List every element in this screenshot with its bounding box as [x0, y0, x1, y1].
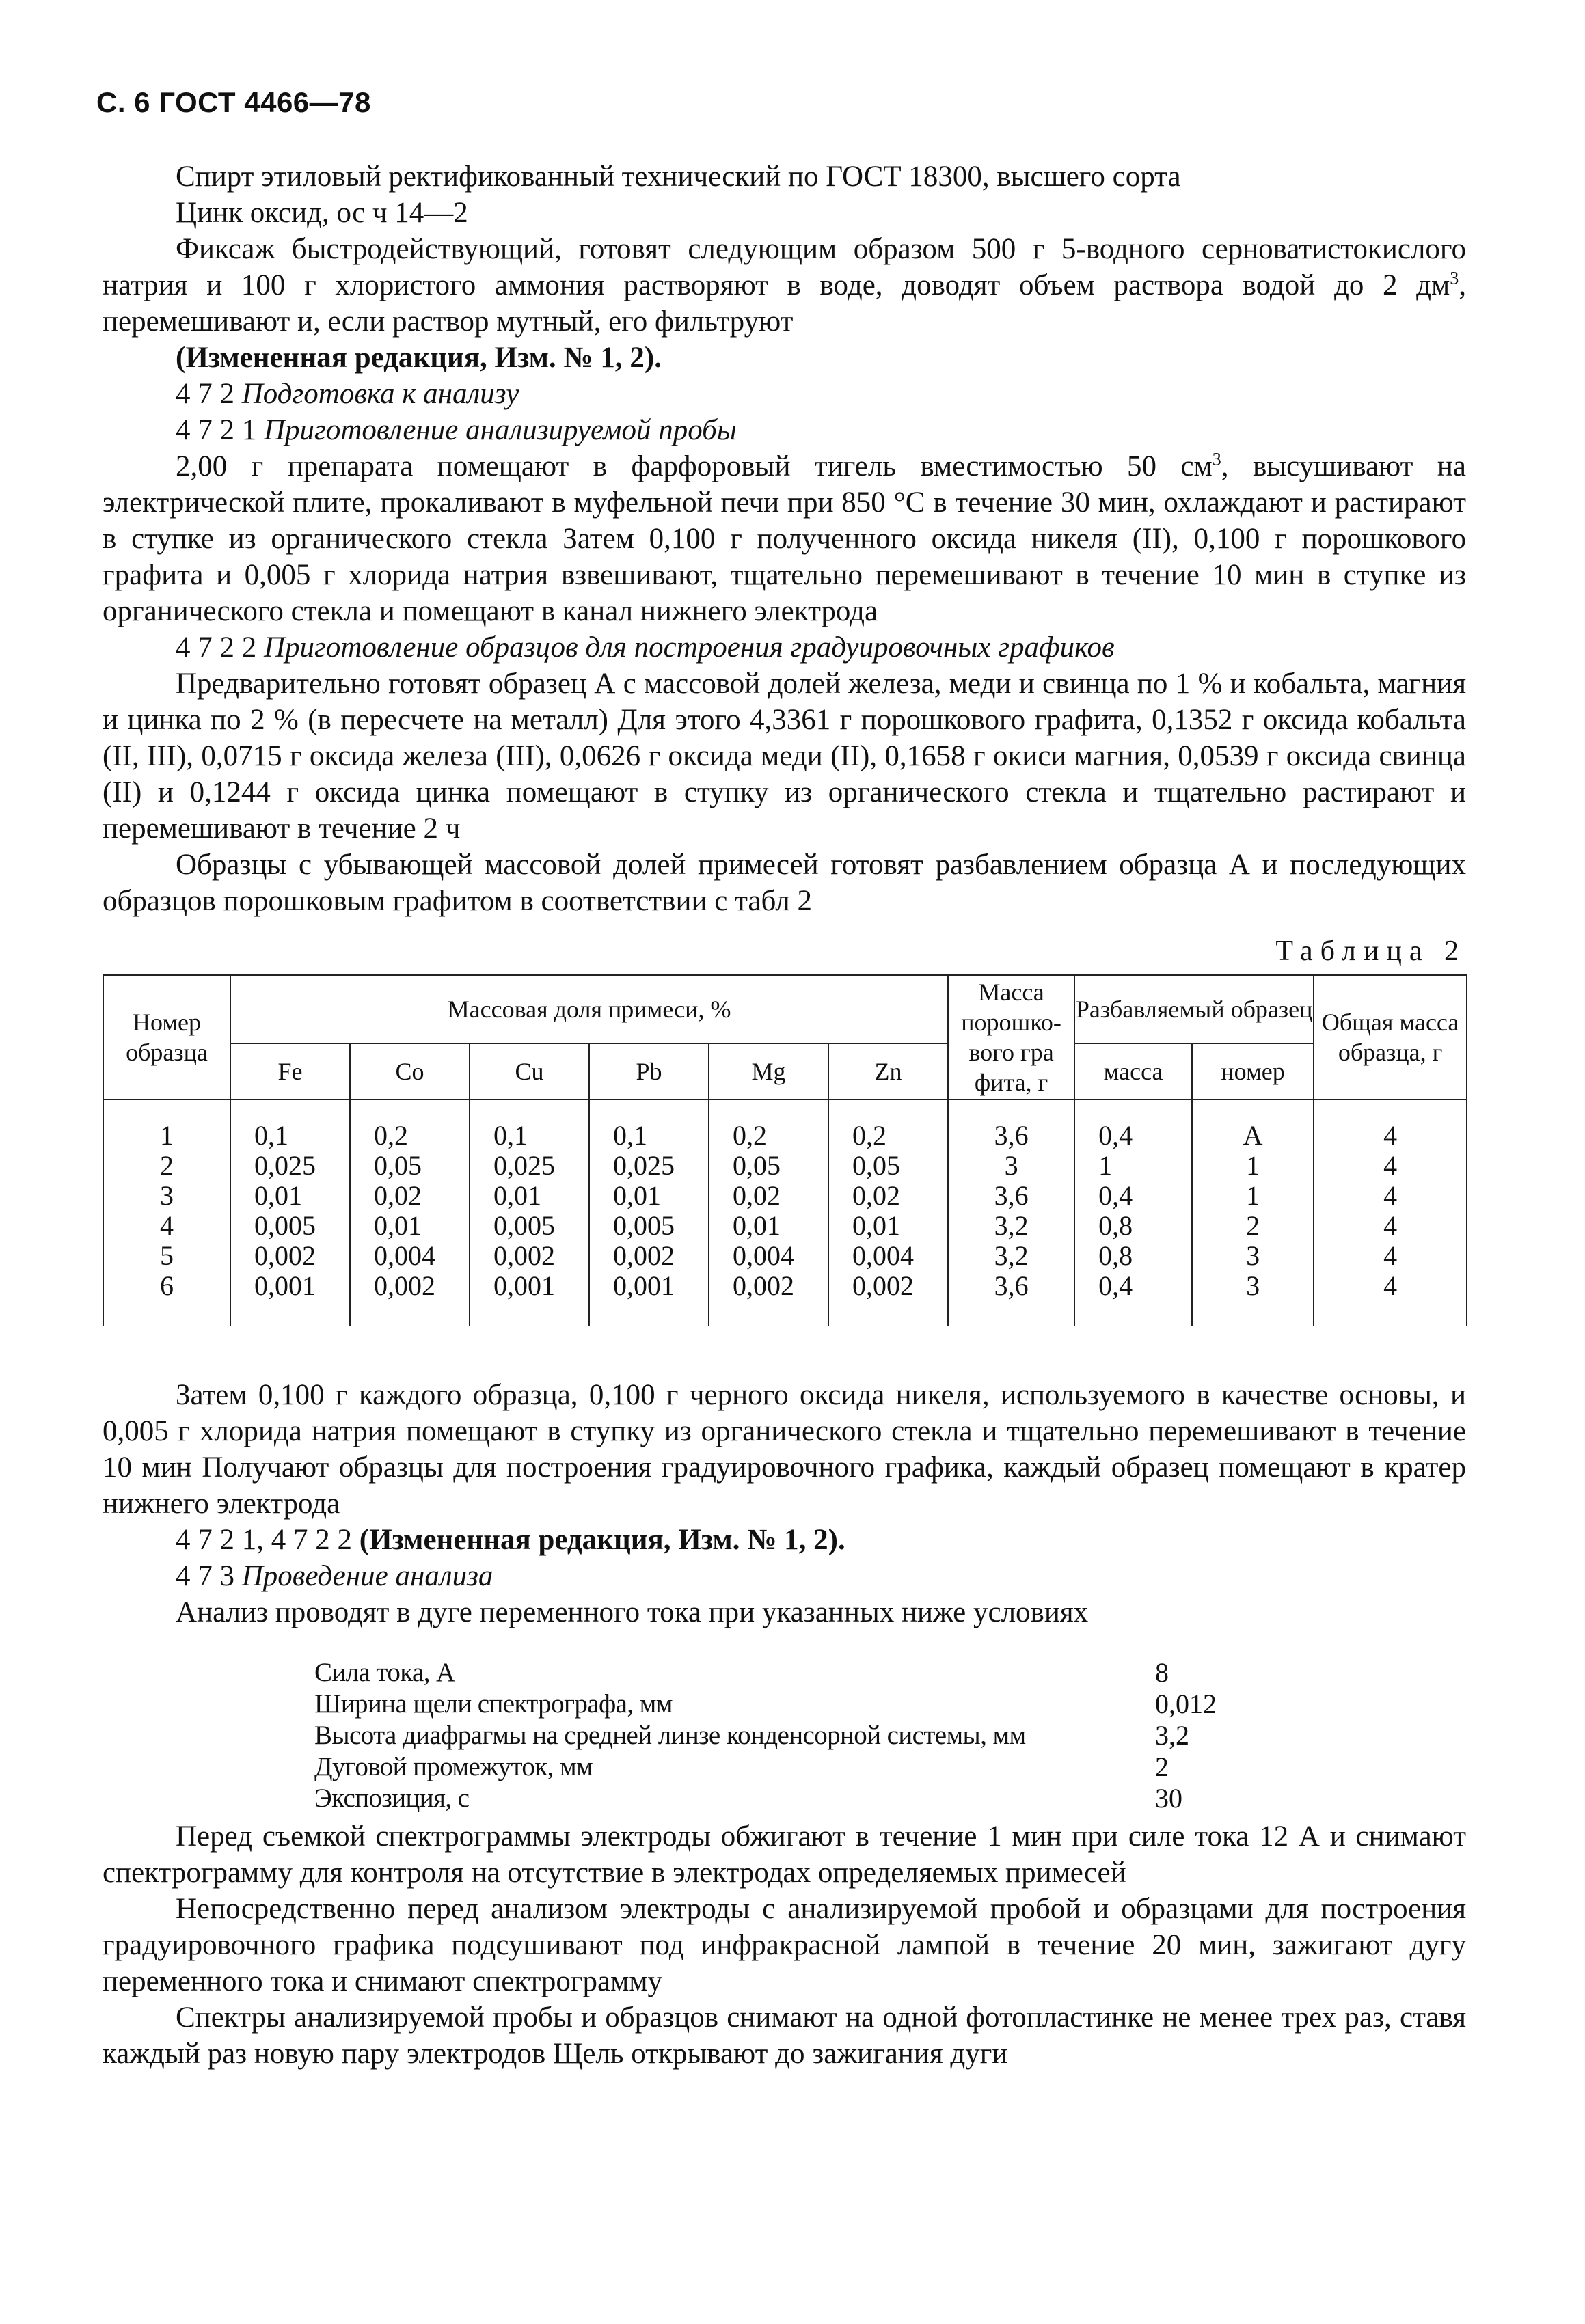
table-cell: 2	[1192, 1211, 1314, 1241]
condition-row	[314, 1751, 1217, 1783]
table-cell: 6	[103, 1271, 230, 1326]
col-header-zn: Zn	[828, 1043, 948, 1099]
section-heading-4-7-2	[103, 376, 1466, 412]
table-cell: 3	[948, 1151, 1074, 1181]
text-block-analysis	[103, 1377, 1466, 1630]
table-cell: 0,2	[709, 1099, 828, 1151]
paragraph-sample-prep	[103, 448, 1466, 629]
paragraph-alcohol: Спирт этиловый ректификованный технический по ГОСТ 18300, высшего сорта	[176, 161, 1181, 193]
col-header-graphite: Масса порошко- вого гра фита, г	[948, 975, 1074, 1099]
table-cell: 3	[1192, 1271, 1314, 1326]
condition-row	[314, 1720, 1217, 1751]
table-cell: 4	[1314, 1099, 1467, 1151]
table-cell: 3,2	[948, 1241, 1074, 1271]
condition-row	[314, 1783, 1217, 1814]
condition-row	[314, 1657, 1217, 1689]
superscript: 3	[1450, 268, 1459, 288]
table-cell: 0,001	[230, 1271, 350, 1326]
table-cell: А	[1192, 1099, 1314, 1151]
table-cell: 0,001	[470, 1271, 589, 1326]
table-cell: 0,05	[709, 1151, 828, 1181]
paragraph-spectra: Спектры анализируемой пробы и образцов снимают на одной фотопластинке не менее трех раз, ставя каждый раз новую пару электродов Щель открывают до зажигания дуги	[103, 2001, 1466, 2070]
paragraph-dilution: Образцы с убывающей массовой долей примесей готовят разбавлением образца А и последующих образцов порошковым графитом в соответствии с табл 2	[103, 849, 1466, 917]
paragraph-drying: Непосредственно перед анализом электроды с анализируемой пробой и образцами для построения градуировочного графика подсушивают под инфракрасной лампой в течение 20 мин, зажигают дугу переменного тока и снимают спектрограмму	[103, 1893, 1466, 1997]
paragraph-calibration-samples: Затем 0,100 г каждого образца, 0,100 г черного оксида никеля, используемого в качестве основы, и 0,005 г хлорида натрия помещают в ступку из органического стекла и тщательно перемешивают в течение 10 мин Получают образцы для построения градуировочного графика, каждый образец помещают в кратер нижнего электрода	[103, 1379, 1466, 1520]
col-header-co: Co	[350, 1043, 470, 1099]
table-cell: 0,01	[589, 1181, 709, 1211]
col-header-mg: Mg	[709, 1043, 828, 1099]
table-cell: 3	[103, 1181, 230, 1211]
table-cell: 3,6	[948, 1271, 1074, 1326]
table-cell: 0,4	[1074, 1271, 1192, 1326]
condition-value: 3,2	[1155, 1720, 1189, 1751]
paragraph-zinc-oxide: Цинк оксид, ос ч 14—2	[176, 197, 468, 229]
section-title: Приготовление образцов для построения градуировочных графиков	[264, 631, 1115, 664]
table-cell: 0,01	[828, 1211, 948, 1241]
table-cell: 0,8	[1074, 1241, 1192, 1271]
table-cell: 0,02	[828, 1181, 948, 1211]
table-row	[103, 1211, 1467, 1241]
paragraph-fixer	[103, 231, 1466, 340]
fixer-text: Фиксаж быстродействующий, готовят следующим образом 500 г 5-водного серноватистокислого натрия и 100 г хлористого аммония растворяют в воде, доводят объем раствора водой до 2 дм	[103, 233, 1466, 301]
table-cell: 0,02	[350, 1181, 470, 1211]
col-header-diluted-number: номер	[1192, 1043, 1314, 1099]
table-cell: 1	[1192, 1151, 1314, 1181]
table-cell: 0,025	[230, 1151, 350, 1181]
table-cell: 3,6	[948, 1181, 1074, 1211]
col-header-number: Номер образца	[103, 975, 230, 1099]
table-cell: 0,8	[1074, 1211, 1192, 1241]
table-cell: 4	[1314, 1211, 1467, 1241]
table-cell: 0,05	[828, 1151, 948, 1181]
table-cell: 5	[103, 1241, 230, 1271]
paragraph-burn-in: Перед съемкой спектрограммы электроды обжигают в течение 1 мин при силе тока 12 А и снимают спектрограмму для контроля на отсутствие в электродах определяемых примесей	[103, 1820, 1466, 1889]
conditions-list	[314, 1657, 1217, 1814]
condition-label: Ширина щели спектрографа, мм	[314, 1689, 673, 1719]
section-numbers: 4 7 2 1, 4 7 2 2	[176, 1524, 352, 1556]
condition-value: 2	[1155, 1751, 1169, 1782]
condition-label: Сила тока, А	[314, 1658, 455, 1687]
table-cell: 0,05	[350, 1151, 470, 1181]
condition-label: Высота диафрагмы на средней линзе конденсорной системы, мм	[314, 1721, 1026, 1750]
text-block-reagents	[103, 159, 1466, 919]
table-cell: 0,005	[230, 1211, 350, 1241]
paragraph-sample-a: Предварительно готовят образец А с массовой долей железа, меди и свинца по 1 % и кобальта, магния и цинка по 2 % (в пересчете на металл) Для этого 4,3361 г порошкового графита, 0,1352 г оксида кобальта (II, III), 0,0715 г оксида железа (III), 0,0626 г оксида меди (II), 0,1658 г окиси магния, 0,0539 г оксида свинца (II) и 0,1244 г оксида цинка помещают в ступку из органического стекла и тщательно растирают и перемешивают в течение 2 ч	[103, 668, 1466, 845]
table-cell: 0,005	[589, 1211, 709, 1241]
table-cell: 4	[1314, 1151, 1467, 1181]
table-cell: 0,01	[230, 1181, 350, 1211]
col-header-total: Общая масса образца, г	[1314, 975, 1467, 1099]
table-cell: 0,1	[470, 1099, 589, 1151]
section-title: Проведение анализа	[241, 1560, 493, 1592]
table-2	[103, 974, 1467, 1326]
table-cell: 1	[1074, 1151, 1192, 1181]
fixer-text-end: , перемешивают и, если раствор мутный, его фильтруют	[103, 269, 1466, 338]
section-number: 4 7 2 2	[176, 631, 257, 664]
page-header: С. 6 ГОСТ 4466—78	[96, 86, 371, 118]
table-cell: 0,002	[350, 1271, 470, 1326]
amendment-text: (Измененная редакция, Изм. № 1, 2).	[359, 1524, 845, 1556]
table-cell: 0,025	[589, 1151, 709, 1181]
section-number: 4 7 3	[176, 1560, 234, 1592]
section-heading-4-7-3	[103, 1558, 1466, 1594]
col-header-fe: Fe	[230, 1043, 350, 1099]
table-cell: 0,002	[470, 1241, 589, 1271]
table-cell: 0,02	[709, 1181, 828, 1211]
condition-label: Дуговой промежуток, мм	[314, 1752, 593, 1781]
sample-prep-text-end: , высушивают на электрической плите, прокаливают в муфельной печи при 850 °С в течение 30 мин, охлаждают и растирают в ступке из органического стекла Затем 0,100 г полученного оксида никеля (II), 0,100 г порошкового графита и 0,005 г хлорида натрия взвешивают, тщательно перемешивают в течение 10 мин в ступке из органического стекла и помещают в канал нижнего электрода	[103, 450, 1466, 627]
table-cell: 0,01	[350, 1211, 470, 1241]
table-row	[103, 1181, 1467, 1211]
table-cell: 0,002	[828, 1271, 948, 1326]
table-cell: 4	[1314, 1181, 1467, 1211]
condition-row	[314, 1689, 1217, 1720]
table-cell: 0,4	[1074, 1181, 1192, 1211]
table-cell: 0,004	[350, 1241, 470, 1271]
condition-value: 30	[1155, 1783, 1182, 1814]
amendment-note	[103, 1522, 1466, 1558]
text-block-procedure	[103, 1818, 1466, 2072]
table-cell: 0,004	[828, 1241, 948, 1271]
table-cell: 0,005	[470, 1211, 589, 1241]
table-row	[103, 1241, 1467, 1271]
table-cell: 0,001	[589, 1271, 709, 1326]
table-cell: 0,2	[350, 1099, 470, 1151]
table-cell: 0,002	[589, 1241, 709, 1271]
table-cell: 4	[103, 1211, 230, 1241]
col-header-mass-fraction: Массовая доля примеси, %	[230, 975, 948, 1043]
table-cell: 3,2	[948, 1211, 1074, 1241]
table-cell: 0,002	[709, 1271, 828, 1326]
col-header-diluted-mass: масса	[1074, 1043, 1192, 1099]
col-header-pb: Pb	[589, 1043, 709, 1099]
table-cell: 4	[1314, 1271, 1467, 1326]
paragraph-conditions-intro: Анализ проводят в дуге переменного тока при указанных ниже условиях	[176, 1596, 1089, 1628]
condition-value: 0,012	[1155, 1689, 1217, 1719]
table-cell: 0,002	[230, 1241, 350, 1271]
table-cell: 3	[1192, 1241, 1314, 1271]
table-cell: 0,01	[709, 1211, 828, 1241]
table-cell: 0,1	[589, 1099, 709, 1151]
table-cell: 4	[1314, 1241, 1467, 1271]
table-cell: 0,025	[470, 1151, 589, 1181]
section-number: 4 7 2 1	[176, 414, 257, 446]
section-number: 4 7 2	[176, 378, 234, 410]
table-cell: 1	[103, 1099, 230, 1151]
table-caption: Таблица 2	[1275, 935, 1466, 967]
col-header-diluted: Разбавляемый образец	[1074, 975, 1314, 1043]
table-cell: 0,2	[828, 1099, 948, 1151]
table-cell: 0,004	[709, 1241, 828, 1271]
table-row	[103, 1151, 1467, 1181]
superscript: 3	[1212, 449, 1221, 469]
amendment-note: (Измененная редакция, Изм. № 1, 2).	[176, 342, 662, 374]
section-title: Подготовка к анализу	[241, 378, 519, 410]
col-header-cu: Cu	[470, 1043, 589, 1099]
sample-prep-text: 2,00 г препарата помещают в фарфоровый тигель вместимостью 50 см	[176, 450, 1213, 482]
condition-value: 8	[1155, 1657, 1169, 1688]
table-cell: 2	[103, 1151, 230, 1181]
section-heading-4-7-2-1	[103, 412, 1466, 448]
table-cell: 0,1	[230, 1099, 350, 1151]
section-title: Приготовление анализируемой пробы	[264, 414, 737, 446]
table-row	[103, 1271, 1467, 1326]
section-heading-4-7-2-2	[103, 629, 1466, 666]
table-row	[103, 1099, 1467, 1151]
table-cell: 1	[1192, 1181, 1314, 1211]
condition-label: Экспозиция, с	[314, 1783, 470, 1813]
table-cell: 3,6	[948, 1099, 1074, 1151]
table-cell: 0,01	[470, 1181, 589, 1211]
table-cell: 0,4	[1074, 1099, 1192, 1151]
